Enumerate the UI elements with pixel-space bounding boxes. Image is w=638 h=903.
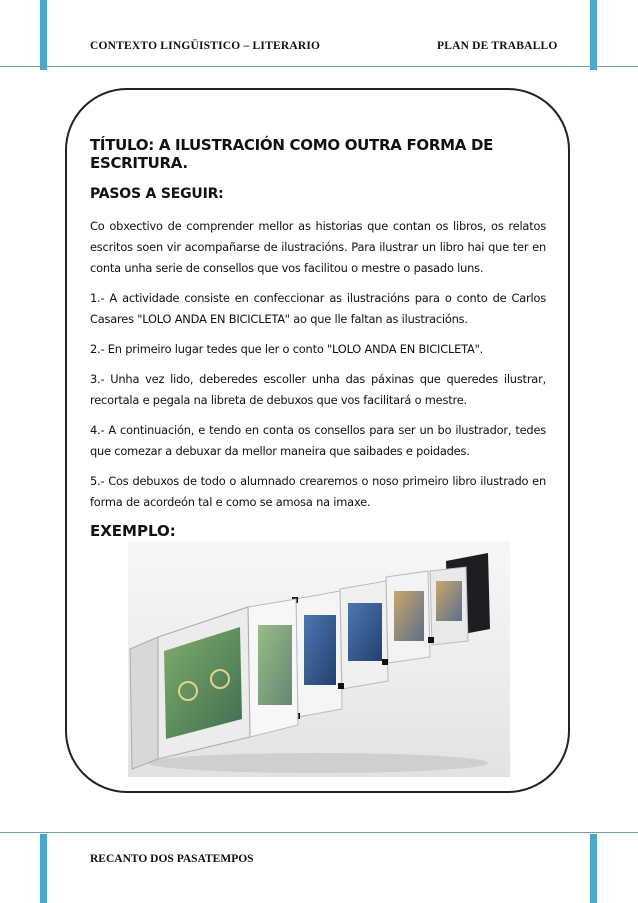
step-2: 2.- En primeiro lugar tedes que ler o conto "LOLO ANDA EN BICICLETA". [90, 342, 484, 356]
steps-heading: PASOS A SEGUIR: [90, 186, 224, 202]
step-1: 1.- A actividade consiste en confeccionar as ilustracións para o conto de Carlos Casares "LOLO ANDA EN BICICLETA" ao que lle faltan as ilustracións. [90, 291, 546, 326]
header-right-text: PLAN DE TRABALLO [437, 40, 558, 52]
header-left-accent-bar [40, 0, 47, 70]
header-left-text: CONTEXTO LINGÜISTICO – LITERARIO [90, 40, 321, 52]
header-right-accent-bar [590, 0, 597, 70]
header-rule [0, 66, 638, 67]
main-content [90, 136, 546, 540]
footer-right-accent-bar [590, 834, 597, 903]
step-5: 5.- Cos debuxos de todo o alumnado crearemos o noso primeiro libro ilustrado en forma de acordeón tal e como se amosa na imaxe. [90, 474, 546, 509]
page-title: TÍTULO: A ILUSTRACIÓN COMO OUTRA FORMA DE ESCRITURA. [90, 136, 494, 172]
example-heading: EXEMPLO: [90, 522, 176, 540]
step-4: 4.- A continuación, e tendo en conta os consellos para ser un bo ilustrador, tedes que comezar a debuxar da mellor maneira que saibades e poidades. [90, 423, 546, 458]
footer-left-accent-bar [40, 834, 47, 903]
footer-rule [0, 832, 638, 833]
accordion-book-photo [128, 541, 510, 777]
accordion-book-illustration [128, 541, 510, 777]
intro-paragraph: Co obxectivo de comprender mellor as historias que contan os libros, os relatos escritos soen vir acompañarse de ilustracións. Para ilustrar un libro hai que ter en conta unha serie de consellos que vos facilitou o mestre o pasado luns. [90, 219, 546, 275]
step-3: 3.- Unha vez lido, deberedes escoller unha das páxinas que queredes ilustrar, recortala e pegala na libreta de debuxos que vos facilitará o mestre. [90, 372, 546, 407]
footer-text: RECANTO DOS PASATEMPOS [90, 853, 254, 865]
